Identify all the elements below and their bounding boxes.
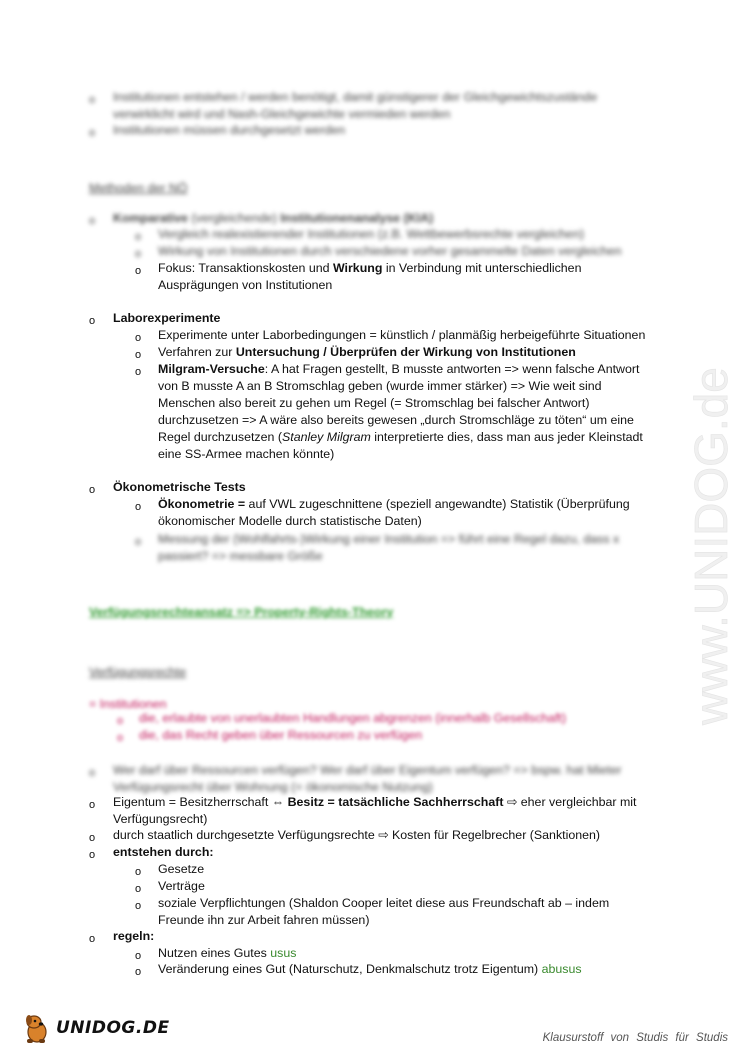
verfuegungsrechte-heading: Verfügungsrechte: [89, 665, 187, 679]
entstehen-title: entstehen durch:: [113, 845, 214, 859]
labor-sub2: [158, 344, 576, 361]
komparative-bold2: Institutionenanalyse (KIA): [280, 211, 434, 225]
red-sub2: die, das Recht geben über Ressourcen zu verfügen: [139, 728, 423, 742]
text: durch staatlich durchgesetzte Verfügungsrechte: [113, 828, 379, 842]
milgram-line-5: [158, 429, 643, 446]
methods-heading: Methoden der NÖ: [89, 181, 188, 195]
text-bold: Wirkung: [332, 261, 383, 275]
bullet: o: [135, 883, 142, 895]
blurred-text: Wirkung von Institutionen durch verschiedene vorher gesammelte Daten vergleichen: [158, 244, 622, 258]
bullet: o: [135, 332, 142, 344]
eigentum-line-2: Verfügungsrecht): [113, 812, 208, 826]
bullet: o: [89, 832, 96, 844]
double-arrow-icon: ⇔: [271, 795, 285, 809]
text: interpretierte dies, dass man aus jeder Kleinstadt: [370, 430, 643, 444]
milgram-label: Milgram-Versuche: [158, 362, 265, 376]
text: Fokus: Transaktionskosten und: [158, 261, 333, 275]
text: in Verbindung mit unterschiedlichen: [382, 261, 582, 275]
list-item: soziale Verpflichtungen (Shaldon Cooper leitet diese aus Freundschaft ab – indem: [158, 896, 610, 910]
komparative-title: [113, 210, 433, 227]
bullet: o: [135, 366, 142, 378]
bullet: o: [89, 484, 96, 496]
bullet: o: [89, 767, 96, 779]
milgram-line-3: Menschen also bereit zu gehen um Regel (= Stromschlag bei falscher Antwort): [158, 396, 590, 410]
bullet: o: [135, 248, 142, 260]
list-item: [158, 945, 296, 962]
red-definition: = Institutionen: [89, 697, 167, 711]
fokus-line: [158, 260, 581, 277]
blurred-text: Messung der (Wohlfahrts-)Wirkung einer Institution => führt eine Regel dazu, dass x: [158, 532, 620, 546]
blurred-text: Institutionen entstehen / werden benötigt, damit günstigerer der Gleichgewichtszustände: [113, 90, 598, 104]
oekonometrie-line-2: ökonomischer Modelle durch statistische Daten): [158, 514, 422, 528]
komparative-plain: (vergleichende): [188, 211, 281, 225]
abusus-term: abusus: [541, 962, 582, 976]
eigentum-line: [113, 794, 636, 811]
footer-tagline: Klausurstoff von Studis für Studis: [542, 1032, 728, 1044]
bullet: o: [135, 231, 142, 243]
labor-title: Laborexperimente: [113, 311, 221, 325]
blurred-text: verwirklicht wird und Nash-Gleichgewichte vermieden werden: [113, 107, 451, 121]
bullet: o: [135, 950, 142, 962]
bullet: o: [117, 732, 124, 744]
bullet: o: [89, 94, 96, 106]
arrow-right-icon: ⇨: [506, 795, 518, 809]
milgram-line-6: eine SS-Armee machen könnte): [158, 447, 335, 461]
blurred-text: Verfügungsrecht über Wohnung (= ökonomische Nutzung): [113, 780, 433, 794]
text: auf VWL zugeschnittene (speziell angewandte) Statistik (Überprüfung: [245, 497, 630, 511]
text: eher vergleichbar mit: [517, 795, 637, 809]
oekonometrie-title: Ökonometrische Tests: [113, 480, 246, 494]
text-bold: Untersuchung / Überprüfen der Wirkung von Institutionen: [235, 345, 576, 359]
red-sub1: die, erlaubte von unerlaubten Handlungen abgrenzen (innerhalb Gesellschaft): [139, 711, 567, 725]
list-item: Gesetze: [158, 862, 205, 876]
bullet: o: [135, 349, 142, 361]
usus-term: usus: [270, 946, 297, 960]
milgram-line-1: [158, 361, 639, 378]
watermark-text: www.UNIDOG.de: [685, 367, 737, 725]
regeln-title: regeln:: [113, 929, 155, 943]
fokus-line-2: Ausprägungen von Institutionen: [158, 278, 333, 292]
text: : A hat Fragen gestellt, B musste antworten => wenn falsche Antwort: [264, 362, 640, 376]
text-italic: Stanley Milgram: [281, 430, 371, 444]
text: Verfahren zur: [158, 345, 236, 359]
text-bold: Besitz = tatsächliche Sachherrschaft: [284, 795, 504, 809]
bullet: o: [135, 900, 142, 912]
text: Nutzen eines Gutes: [158, 946, 271, 960]
text: Eigentum = Besitzherrschaft: [113, 795, 272, 809]
blurred-text: Institutionen müssen durchgesetzt werden: [113, 123, 346, 137]
bullet: o: [135, 966, 142, 978]
labor-sub1: Experimente unter Laborbedingungen = künstlich / planmäßig herbeigeführte Situationen: [158, 328, 646, 342]
arrow-right-icon: ⇨: [378, 828, 389, 842]
bullet: o: [135, 536, 142, 548]
bullet: o: [89, 127, 96, 139]
text: Regel durchzusetzen (: [158, 430, 282, 444]
text-bold: Ökonometrie =: [158, 497, 246, 511]
milgram-line-2: von B musste A an B Stromschlag geben (wurde immer stärker) => Wie weit sind: [158, 379, 602, 393]
milgram-line-4: durchzusetzen => A wäre also bereits gewesen „durch Stromschläge zu töten“ um eine: [158, 413, 634, 427]
bullet: o: [135, 866, 142, 878]
bullet: o: [89, 849, 96, 861]
staat-line: [113, 827, 600, 844]
bullet: o: [135, 265, 142, 277]
list-item: Verträge: [158, 879, 205, 893]
watermark: [655, 285, 750, 735]
bullet: o: [135, 501, 142, 513]
list-item: [158, 961, 582, 978]
blurred-text: Wer darf über Ressourcen verfügen? Wer darf über Eigentum verfügen? => bspw. hat Mieter: [113, 763, 622, 777]
text: Veränderung eines Gut (Naturschutz, Denkmalschutz trotz Eigentum): [158, 962, 542, 976]
dog-mascot-icon: [22, 1012, 52, 1044]
list-item-cont: Freunde ihn zur Arbeit fahren müssen): [158, 913, 370, 927]
blurred-text: passiert? => messbare Größe: [158, 549, 323, 563]
komparative-bold: Komparative: [113, 211, 189, 225]
oekonometrie-line-1: [158, 496, 630, 513]
property-rights-heading: Verfügungsrechteansatz => Property-Rights-Theory: [89, 605, 394, 619]
bullet: o: [89, 799, 96, 811]
bullet: o: [89, 315, 96, 327]
bullet: o: [89, 215, 96, 227]
brand-name: UNIDOG.DE: [56, 1017, 170, 1038]
footer-logo: [22, 1012, 170, 1044]
blurred-text: Vergleich realexistierender Institutionen (z.B. Wettbewerbsrechte vergleichen): [158, 227, 585, 241]
bullet: o: [89, 933, 96, 945]
text: Kosten für Regelbrecher (Sanktionen): [388, 828, 601, 842]
bullet: o: [117, 715, 124, 727]
